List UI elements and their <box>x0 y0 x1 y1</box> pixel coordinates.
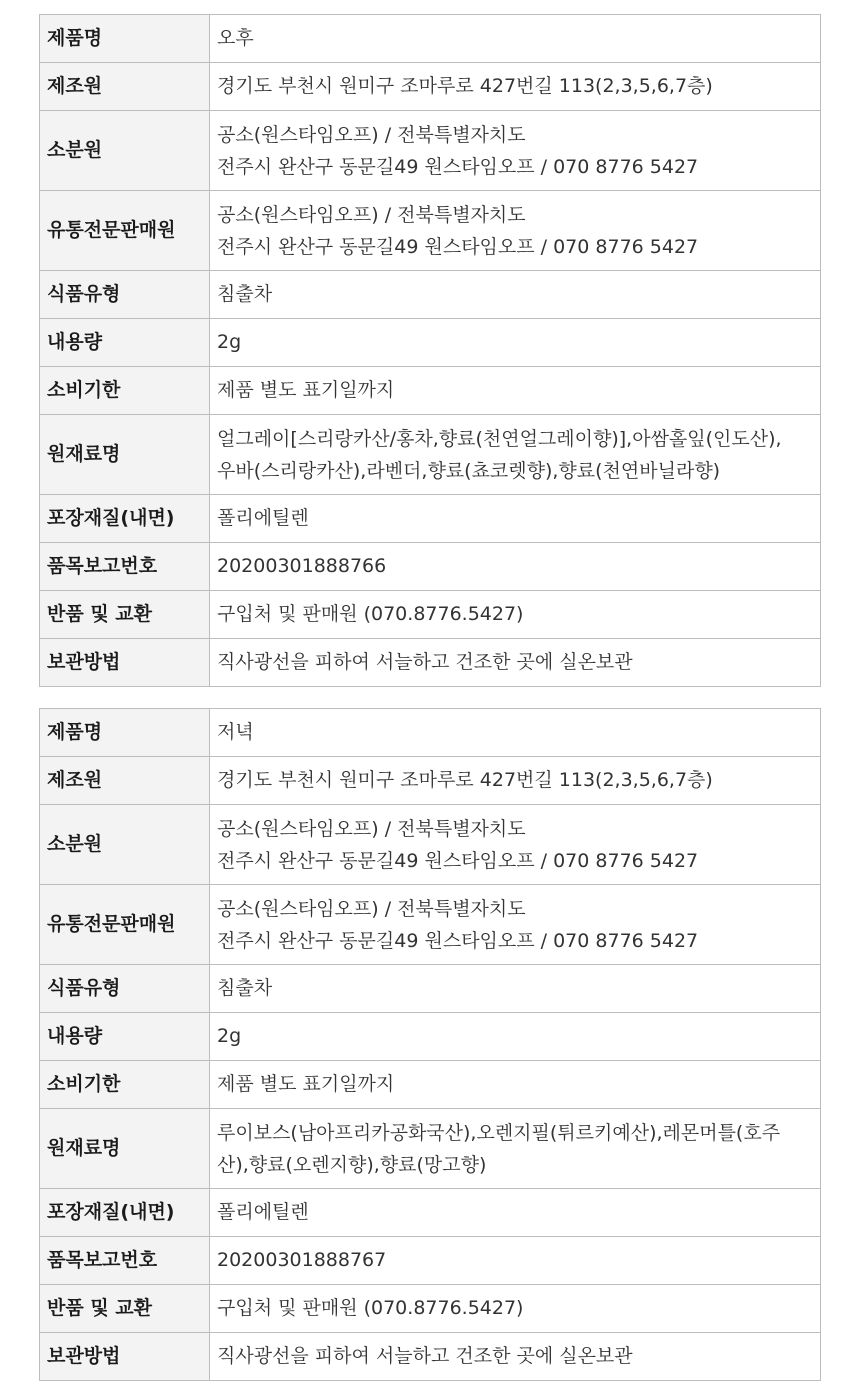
label-subdivider: 소분원 <box>40 111 210 191</box>
value-line: 루이보스(남아프리카공화국산),오렌지필(튀르키예산),레몬머틀(호주 <box>217 1121 781 1144</box>
label-manufacturer: 제조원 <box>40 63 210 111</box>
label-manufacturer: 제조원 <box>40 757 210 805</box>
label-ingredients: 원재료명 <box>40 415 210 495</box>
value-report-no: 20200301888767 <box>210 1237 821 1285</box>
value-expiry: 제품 별도 표기일까지 <box>210 1061 821 1109</box>
value-line: 공소(원스타임오프) / 전북특별자치도 <box>217 817 526 840</box>
value-line: 산),향료(오렌지향),향료(망고향) <box>217 1153 487 1176</box>
table-row <box>40 885 821 965</box>
label-report-no: 품목보고번호 <box>40 1237 210 1285</box>
value-product-name: 저녁 <box>210 709 821 757</box>
table-row <box>40 1285 821 1333</box>
value-distributor <box>210 191 821 271</box>
value-line: 우바(스리랑카산),라벤더,향료(쵸코렛향),향료(천연바닐라향) <box>217 459 721 482</box>
product-info-table-2 <box>39 708 821 1381</box>
value-storage: 직사광선을 피하여 서늘하고 건조한 곳에 실온보관 <box>210 1333 821 1381</box>
label-content: 내용량 <box>40 1013 210 1061</box>
table-row <box>40 709 821 757</box>
table-row <box>40 1333 821 1381</box>
table-row <box>40 191 821 271</box>
value-packaging: 폴리에틸렌 <box>210 495 821 543</box>
label-ingredients: 원재료명 <box>40 1109 210 1189</box>
value-line: 얼그레이[스리랑카산/홍차,향료(천연얼그레이향)],아쌈홀잎(인도산), <box>217 427 782 450</box>
label-storage: 보관방법 <box>40 639 210 687</box>
label-food-type: 식품유형 <box>40 965 210 1013</box>
value-distributor <box>210 885 821 965</box>
label-product-name: 제품명 <box>40 15 210 63</box>
table-row <box>40 15 821 63</box>
value-content: 2g <box>210 1013 821 1061</box>
table-row <box>40 63 821 111</box>
table-row <box>40 591 821 639</box>
value-line: 전주시 완산구 동문길49 원스타임오프 / 070 8776 5427 <box>217 849 699 872</box>
value-line: 공소(원스타임오프) / 전북특별자치도 <box>217 123 526 146</box>
value-content: 2g <box>210 319 821 367</box>
value-ingredients <box>210 1109 821 1189</box>
value-product-name: 오후 <box>210 15 821 63</box>
table-row <box>40 495 821 543</box>
value-ingredients <box>210 415 821 495</box>
value-line: 전주시 완산구 동문길49 원스타임오프 / 070 8776 5427 <box>217 235 699 258</box>
value-line: 공소(원스타임오프) / 전북특별자치도 <box>217 203 526 226</box>
table-row <box>40 1237 821 1285</box>
table-row <box>40 1013 821 1061</box>
label-food-type: 식품유형 <box>40 271 210 319</box>
label-report-no: 품목보고번호 <box>40 543 210 591</box>
label-packaging: 포장재질(내면) <box>40 1189 210 1237</box>
product-info-table-1 <box>39 14 821 687</box>
label-subdivider: 소분원 <box>40 805 210 885</box>
table-row <box>40 111 821 191</box>
table-row <box>40 1061 821 1109</box>
label-storage: 보관방법 <box>40 1333 210 1381</box>
value-manufacturer: 경기도 부천시 원미구 조마루로 427번길 113(2,3,5,6,7층) <box>210 63 821 111</box>
table-row <box>40 271 821 319</box>
value-expiry: 제품 별도 표기일까지 <box>210 367 821 415</box>
label-expiry: 소비기한 <box>40 1061 210 1109</box>
table-row <box>40 757 821 805</box>
table-row <box>40 639 821 687</box>
label-product-name: 제품명 <box>40 709 210 757</box>
table-row <box>40 415 821 495</box>
label-distributor: 유통전문판매원 <box>40 191 210 271</box>
table-row <box>40 1189 821 1237</box>
value-returns: 구입처 및 판매원 (070.8776.5427) <box>210 591 821 639</box>
value-subdivider <box>210 111 821 191</box>
label-expiry: 소비기한 <box>40 367 210 415</box>
label-distributor: 유통전문판매원 <box>40 885 210 965</box>
value-returns: 구입처 및 판매원 (070.8776.5427) <box>210 1285 821 1333</box>
table-row <box>40 1109 821 1189</box>
value-line: 전주시 완산구 동문길49 원스타임오프 / 070 8776 5427 <box>217 155 699 178</box>
value-manufacturer: 경기도 부천시 원미구 조마루로 427번길 113(2,3,5,6,7층) <box>210 757 821 805</box>
value-food-type: 침출차 <box>210 965 821 1013</box>
table-row <box>40 965 821 1013</box>
table-row <box>40 319 821 367</box>
value-packaging: 폴리에틸렌 <box>210 1189 821 1237</box>
value-line: 전주시 완산구 동문길49 원스타임오프 / 070 8776 5427 <box>217 929 699 952</box>
value-food-type: 침출차 <box>210 271 821 319</box>
table-row <box>40 805 821 885</box>
value-subdivider <box>210 805 821 885</box>
label-content: 내용량 <box>40 319 210 367</box>
value-storage: 직사광선을 피하여 서늘하고 건조한 곳에 실온보관 <box>210 639 821 687</box>
value-line: 공소(원스타임오프) / 전북특별자치도 <box>217 897 526 920</box>
label-returns: 반품 및 교환 <box>40 1285 210 1333</box>
table-row <box>40 543 821 591</box>
value-report-no: 20200301888766 <box>210 543 821 591</box>
label-packaging: 포장재질(내면) <box>40 495 210 543</box>
table-row <box>40 367 821 415</box>
label-returns: 반품 및 교환 <box>40 591 210 639</box>
